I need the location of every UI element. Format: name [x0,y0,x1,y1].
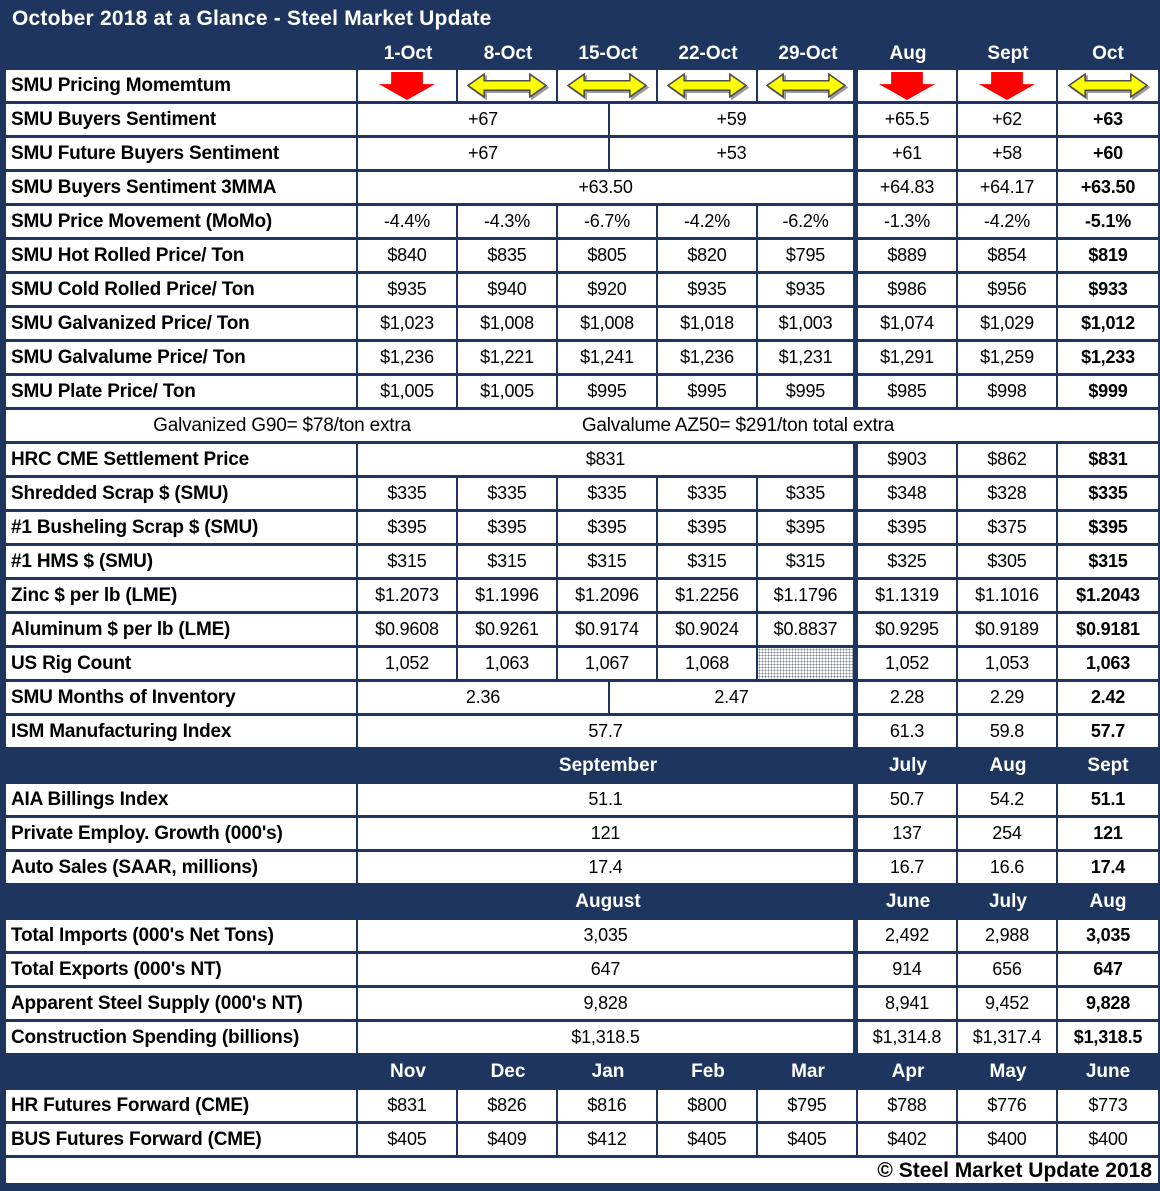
value-cell: $1.1319 [858,580,958,611]
row-label: SMU Future Buyers Sentiment [6,138,358,169]
value-cell: $395 [658,512,758,543]
table-row [6,580,1158,614]
value-cell: $395 [758,512,858,543]
momentum-sideways-arrow-icon [1058,70,1158,101]
value-cell: $305 [958,546,1058,577]
momentum-down-arrow-icon [858,70,956,101]
value-cell: $776 [958,1090,1058,1121]
row-label: HRC CME Settlement Price [6,444,358,475]
value-cell: $1.1996 [458,580,558,611]
row-label: Total Exports (000's NT) [6,954,358,985]
value-cell: 51.1 [1058,784,1158,815]
table-row [6,410,1158,444]
value-cell: $1.1016 [958,580,1058,611]
period-header-cell: August [358,886,858,917]
value-cell: $315 [658,546,758,577]
table-row [6,172,1158,206]
momentum-sideways-arrow-icon [458,70,556,101]
table-row [6,376,1158,410]
period-header-cell: Sept [1058,750,1158,781]
row-label: SMU Hot Rolled Price/ Ton [6,240,358,271]
value-cell: 9,452 [958,988,1058,1019]
value-cell: $935 [358,274,458,305]
value-cell: $335 [358,478,458,509]
value-cell: $0.9181 [1058,614,1158,645]
table-row [6,784,1158,818]
value-cell: 1,063 [458,648,558,679]
value-cell: -6.2% [758,206,858,237]
table-row [6,988,1158,1022]
value-cell: $1,003 [758,308,858,339]
value-cell: $0.9024 [658,614,758,645]
value-cell: $1,018 [658,308,758,339]
row-label: SMU Buyers Sentiment 3MMA [6,172,358,203]
value-cell: +63.50 [358,172,858,203]
page-title: October 2018 at a Glance - Steel Market Update [12,7,492,30]
period-header-cell: Nov [358,1056,458,1087]
period-header-cell: Aug [958,750,1058,781]
row-label: ISM Manufacturing Index [6,716,358,747]
table-row [6,852,1158,886]
table-row [6,1022,1158,1056]
table-row [6,750,1158,784]
table-row [6,954,1158,988]
period-header-cell: 22-Oct [658,38,758,69]
value-cell: +63.50 [1058,172,1158,203]
hatched-cell [758,648,858,679]
period-header-cell: 8-Oct [458,38,558,69]
value-cell: -5.1% [1058,206,1158,237]
value-cell: $840 [358,240,458,271]
table-body [6,70,1158,1158]
value-cell: $1,074 [858,308,958,339]
value-cell: $315 [558,546,658,577]
value-cell: $402 [858,1124,958,1155]
value-cell: 254 [958,818,1058,849]
value-cell: $1,233 [1058,342,1158,373]
value-cell: $412 [558,1124,658,1155]
value-cell: $400 [1058,1124,1158,1155]
value-cell: $335 [558,478,658,509]
value-cell: $395 [358,512,458,543]
value-cell: $935 [758,274,858,305]
value-cell: $400 [958,1124,1058,1155]
period-header-cell: May [958,1056,1058,1087]
value-cell: $1.1796 [758,580,858,611]
value-cell: 3,035 [358,920,858,951]
copyright-notice: © Steel Market Update 2018 [6,1158,1158,1187]
value-cell: -4.2% [958,206,1058,237]
row-label: #1 HMS $ (SMU) [6,546,358,577]
value-cell: +58 [958,138,1058,169]
value-cell: $1.2073 [358,580,458,611]
value-cell: +64.17 [958,172,1058,203]
value-cell: $826 [458,1090,558,1121]
value-cell: 1,053 [958,648,1058,679]
table-row [6,308,1158,342]
row-label: HR Futures Forward (CME) [6,1090,358,1121]
period-header-cell: Aug [1058,886,1158,917]
momentum-sideways-arrow-icon [658,70,756,101]
value-cell: +63 [1058,104,1158,135]
value-cell: $328 [958,478,1058,509]
value-cell [918,410,1158,441]
value-cell: 54.2 [958,784,1058,815]
row-label: Apparent Steel Supply (000's NT) [6,988,358,1019]
value-cell: 1,052 [858,648,958,679]
row-label: SMU Galvanized Price/ Ton [6,308,358,339]
value-cell: 17.4 [358,852,858,883]
value-cell: $1.2043 [1058,580,1158,611]
value-cell: $315 [358,546,458,577]
period-header-cell: Mar [758,1056,858,1087]
period-header-cell: July [958,886,1058,917]
value-cell: $1,005 [358,376,458,407]
value-cell: $998 [958,376,1058,407]
value-cell: 50.7 [858,784,958,815]
value-cell: $1,221 [458,342,558,373]
value-cell: 16.7 [858,852,958,883]
period-header-cell: September [358,750,858,781]
table-row [6,614,1158,648]
table-row [6,648,1158,682]
value-cell: -6.7% [558,206,658,237]
row-label [6,1056,358,1087]
row-label: SMU Buyers Sentiment [6,104,358,135]
table-row [6,1056,1158,1090]
value-cell: +67 [358,138,610,169]
value-cell: $1,259 [958,342,1058,373]
value-cell: $325 [858,546,958,577]
value-cell: 2.28 [858,682,958,713]
value-cell: $1,317.4 [958,1022,1058,1053]
momentum-down-arrow-icon [958,70,1056,101]
value-cell: $835 [458,240,558,271]
value-cell: $315 [1058,546,1158,577]
value-cell: 2.29 [958,682,1058,713]
value-cell: $956 [958,274,1058,305]
value-cell: $862 [958,444,1058,475]
row-label: BUS Futures Forward (CME) [6,1124,358,1155]
value-cell: 51.1 [358,784,858,815]
period-header-cell: 1-Oct [358,38,458,69]
value-cell: 647 [1058,954,1158,985]
row-label: SMU Plate Price/ Ton [6,376,358,407]
table-row [6,1090,1158,1124]
value-cell: $0.9608 [358,614,458,645]
value-cell: 1,067 [558,648,658,679]
row-label: SMU Pricing Momemtum [6,70,358,101]
value-cell: $348 [858,478,958,509]
period-header-cell: Jan [558,1056,658,1087]
momentum-sideways-arrow-icon [558,70,656,101]
table-row [6,818,1158,852]
momentum-sideways-arrow-icon [758,70,853,101]
value-cell: $831 [358,444,858,475]
momentum-cell [558,70,658,101]
value-cell: $889 [858,240,958,271]
value-cell: Galvanized G90= $78/ton extra [6,410,558,441]
value-cell: $315 [458,546,558,577]
value-cell: $986 [858,274,958,305]
period-header-cell: Dec [458,1056,558,1087]
value-cell: 16.6 [958,852,1058,883]
period-header-cell: Aug [858,38,958,69]
value-cell: 2.42 [1058,682,1158,713]
table-row [6,1124,1158,1158]
momentum-cell [1058,70,1158,101]
row-label: AIA Billings Index [6,784,358,815]
row-label: SMU Cold Rolled Price/ Ton [6,274,358,305]
column-header-row [6,38,1158,70]
row-label: Construction Spending (billions) [6,1022,358,1053]
value-cell: $773 [1058,1090,1158,1121]
value-cell: $800 [658,1090,758,1121]
value-cell: +53 [610,138,858,169]
value-cell: 9,828 [358,988,858,1019]
value-cell: 17.4 [1058,852,1158,883]
momentum-cell [658,70,758,101]
table-row [6,104,1158,138]
momentum-cell [758,70,858,101]
value-cell: $0.9295 [858,614,958,645]
value-cell: $405 [358,1124,458,1155]
value-cell: 1,052 [358,648,458,679]
value-cell: $335 [1058,478,1158,509]
momentum-cell [358,70,458,101]
value-cell: $0.8837 [758,614,858,645]
value-cell: $1,029 [958,308,1058,339]
value-cell: $335 [458,478,558,509]
value-cell: $985 [858,376,958,407]
momentum-down-arrow-icon [358,70,456,101]
table-row [6,138,1158,172]
value-cell: $1,005 [458,376,558,407]
value-cell: 2.36 [358,682,610,713]
value-cell: 137 [858,818,958,849]
value-cell: 656 [958,954,1058,985]
momentum-cell [858,70,958,101]
table-row [6,920,1158,954]
table-row [6,240,1158,274]
value-cell: -4.4% [358,206,458,237]
value-cell: 2,492 [858,920,958,951]
value-cell: -1.3% [858,206,958,237]
table-row [6,206,1158,240]
value-cell: 61.3 [858,716,958,747]
value-cell: $933 [1058,274,1158,305]
row-label [6,886,358,917]
value-cell: $1,318.5 [1058,1022,1158,1053]
value-cell: $995 [758,376,858,407]
value-cell: $405 [658,1124,758,1155]
row-label: US Rig Count [6,648,358,679]
value-cell: $0.9174 [558,614,658,645]
period-header-cell: Oct [1058,38,1158,69]
row-label [6,750,358,781]
row-label: Private Employ. Growth (000's) [6,818,358,849]
value-cell: $1.2256 [658,580,758,611]
value-cell: 914 [858,954,958,985]
value-cell: $395 [858,512,958,543]
value-cell: $335 [658,478,758,509]
value-cell: 121 [358,818,858,849]
table-row [6,342,1158,376]
value-cell: $831 [1058,444,1158,475]
value-cell: 121 [1058,818,1158,849]
table-row [6,478,1158,512]
table-row [6,682,1158,716]
value-cell: $395 [558,512,658,543]
value-cell: $1,023 [358,308,458,339]
value-cell: $940 [458,274,558,305]
value-cell: $335 [758,478,858,509]
value-cell: $1,236 [358,342,458,373]
period-header-cell: June [858,886,958,917]
value-cell: +64.83 [858,172,958,203]
value-cell: $0.9261 [458,614,558,645]
value-cell: $816 [558,1090,658,1121]
row-label: SMU Price Movement (MoMo) [6,206,358,237]
value-cell: $409 [458,1124,558,1155]
value-cell: $995 [658,376,758,407]
value-cell: +65.5 [858,104,958,135]
value-cell: $1,318.5 [358,1022,858,1053]
value-cell: +61 [858,138,958,169]
value-cell: 57.7 [358,716,858,747]
value-cell: +62 [958,104,1058,135]
value-cell: 8,941 [858,988,958,1019]
period-header-cell: 15-Oct [558,38,658,69]
table-row [6,444,1158,478]
table-row [6,70,1158,104]
value-cell: $1,241 [558,342,658,373]
value-cell: $1,314.8 [858,1022,958,1053]
header-spacer [6,38,358,69]
table-row [6,546,1158,580]
value-cell: 1,068 [658,648,758,679]
value-cell: +67 [358,104,610,135]
value-cell: 59.8 [958,716,1058,747]
value-cell: 647 [358,954,858,985]
value-cell: $805 [558,240,658,271]
value-cell: $405 [758,1124,858,1155]
value-cell: $395 [458,512,558,543]
row-label: Shredded Scrap $ (SMU) [6,478,358,509]
value-cell: $1,236 [658,342,758,373]
period-header-cell: June [1058,1056,1158,1087]
value-cell: 2,988 [958,920,1058,951]
value-cell: $795 [758,240,858,271]
value-cell: $854 [958,240,1058,271]
value-cell: +60 [1058,138,1158,169]
value-cell: 3,035 [1058,920,1158,951]
value-cell: -4.2% [658,206,758,237]
value-cell: +59 [610,104,858,135]
value-cell: $935 [658,274,758,305]
table-row [6,886,1158,920]
row-label: Total Imports (000's Net Tons) [6,920,358,951]
value-cell: 1,063 [1058,648,1158,679]
period-header-cell: Apr [858,1056,958,1087]
value-cell: 2.47 [610,682,858,713]
table-row [6,274,1158,308]
period-header-cell: Sept [958,38,1058,69]
momentum-cell [958,70,1058,101]
value-cell: $1,231 [758,342,858,373]
period-header-cell: Feb [658,1056,758,1087]
row-label: SMU Galvalume Price/ Ton [6,342,358,373]
value-cell: $1.2096 [558,580,658,611]
value-cell: $831 [358,1090,458,1121]
value-cell: Galvalume AZ50= $291/ton total extra [558,410,918,441]
row-label: Aluminum $ per lb (LME) [6,614,358,645]
value-cell: $795 [758,1090,858,1121]
value-cell: $1,008 [558,308,658,339]
row-label: SMU Months of Inventory [6,682,358,713]
value-cell: $1,012 [1058,308,1158,339]
value-cell: $1,291 [858,342,958,373]
value-cell: $903 [858,444,958,475]
value-cell: $920 [558,274,658,305]
momentum-cell [458,70,558,101]
value-cell: 57.7 [1058,716,1158,747]
period-header-cell: July [858,750,958,781]
value-cell: $820 [658,240,758,271]
table-row [6,716,1158,750]
value-cell: $999 [1058,376,1158,407]
value-cell: $1,008 [458,308,558,339]
value-cell: $788 [858,1090,958,1121]
value-cell: $0.9189 [958,614,1058,645]
row-label: Auto Sales (SAAR, millions) [6,852,358,883]
row-label: Zinc $ per lb (LME) [6,580,358,611]
value-cell: -4.3% [458,206,558,237]
period-header-cell: 29-Oct [758,38,858,69]
value-cell: $395 [1058,512,1158,543]
value-cell: $375 [958,512,1058,543]
value-cell: 9,828 [1058,988,1158,1019]
table-row [6,512,1158,546]
value-cell: $819 [1058,240,1158,271]
row-label: #1 Busheling Scrap $ (SMU) [6,512,358,543]
value-cell: $315 [758,546,858,577]
value-cell: $995 [558,376,658,407]
